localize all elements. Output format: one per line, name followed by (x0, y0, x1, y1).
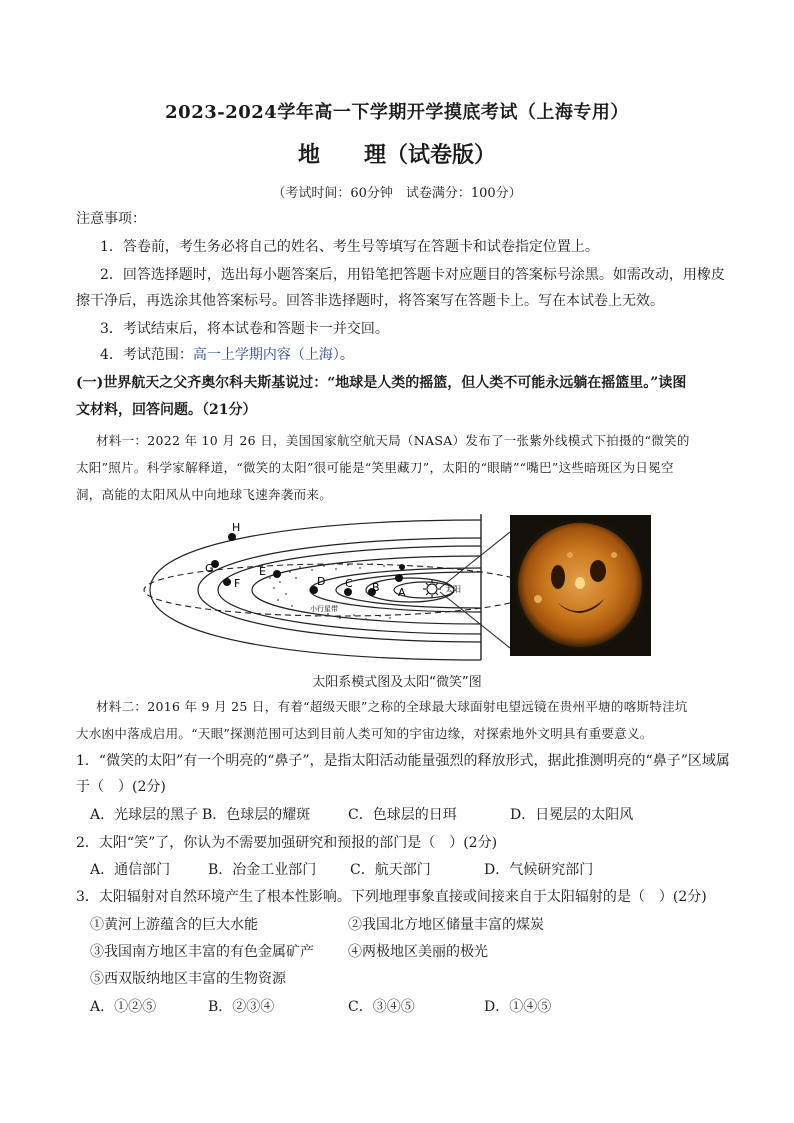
planet-f (223, 578, 231, 586)
q3-option-d: D．①④⑤ (484, 999, 552, 1015)
material-1-line-3: 洞，高能的太阳风从中向地球飞速奔袭而来。 (76, 487, 333, 502)
material-2 (76, 693, 724, 747)
section1-heading-b: 文材料，回答问题。（21分） (76, 402, 257, 418)
note-item-4-suffix: 。 (339, 347, 354, 363)
label-b: B (372, 581, 380, 594)
leader-line-top (440, 532, 510, 588)
q3-stem: 3．太阳辐射对自然环境产生了根本性影响。下列地理事象直接或间接来自于太阳辐射的是（ ）(2分) (76, 889, 707, 905)
q3-items-row-1 (90, 914, 544, 936)
figure-caption: 太阳系模式图及太阳“微笑”图 (312, 675, 482, 690)
subject-title-right: 理（试卷版） (364, 142, 497, 168)
label-g: G (205, 562, 214, 575)
q1-option-a: A．光球层的黑子 (90, 807, 199, 823)
material-2-line-1: 材料二：2016 年 9 月 25 日，有着“超级天眼”之称的全球最大球面射电望远镜在贵州平塘的喀斯特洼坑 (96, 699, 688, 714)
planet-e (273, 570, 281, 578)
q3-items-row-2 (90, 941, 488, 963)
q3-option-c: C．③④⑤ (348, 999, 415, 1015)
q3-item-1: ①黄河上游蕴含的巨大水能 (90, 917, 258, 933)
q2-option-c: C．航天部门 (350, 862, 431, 878)
q3-item-2: ②我国北方地区储量丰富的煤炭 (348, 917, 544, 933)
subject-title (0, 138, 794, 169)
q1-options (90, 804, 633, 826)
exam-scope: 高一上学期内容（上海） (192, 347, 340, 363)
material-1-line-1: 材料一：2022 年 10 月 26 日，美国国家航空航天局（NASA）发布了一张紫外线模式下拍摄的“微笑的 (96, 433, 690, 448)
note-item-4 (100, 344, 760, 366)
q3-options (90, 996, 551, 1018)
label-d: D (317, 575, 326, 588)
asteroid-belt-label: 小行星带 (310, 605, 338, 613)
planet-small (399, 564, 405, 570)
notes-heading: 注意事项： (76, 211, 146, 227)
label-c: C (345, 577, 353, 590)
note-item-4-prefix: 4．考试范围： (100, 347, 193, 363)
label-h: H (232, 521, 241, 534)
subject-title-left: 地 (297, 142, 320, 168)
material-2-line-2: 大水凼中落成启用。“天眼”探测范围可达到目前人类可知的宇宙边缘，对探索地外文明具有重要意义。 (76, 726, 653, 741)
q3-items-row-3 (90, 968, 286, 990)
exam-title: 2023-2024学年高一下学期开学摸底考试（上海专用） (165, 102, 629, 123)
leader-line-bottom (440, 592, 510, 648)
q1-option-b: B．色球层的耀斑 (202, 807, 311, 823)
q3-item-5: ⑤西双版纳地区丰富的生物资源 (90, 971, 286, 987)
q3-option-b: B．②③④ (208, 999, 275, 1015)
q3-item-3: ③我国南方地区丰富的有色金属矿产 (90, 944, 314, 960)
label-a: A (398, 586, 406, 599)
note-item-2a: 2．回答选择题时，选出每小题答案后，用铅笔把答题卡对应题目的答案标号涂黑。如需改动，用橡皮 (100, 267, 725, 283)
smiling-sun-image (510, 515, 651, 656)
q3-option-a: A．①②⑤ (90, 999, 157, 1015)
q2-option-d: D．气候研究部门 (484, 862, 594, 878)
q1-option-c: C．色球层的日珥 (348, 807, 457, 823)
note-item-2b: 擦干净后，再选涂其他答案标号。回答非选择题时，将答案写在答题卡上。写在本试卷上无效。 (76, 293, 664, 309)
exam-meta: （考试时间：60分钟 试卷满分：100分） (272, 186, 522, 201)
q1-stem-a: 1．“微笑的太阳”有一个明亮的“鼻子”，是指太阳活动能量强烈的释放形式，据此推测明亮的“鼻子”区域属 (76, 753, 730, 769)
sun-label: 太阳 (445, 585, 461, 594)
q1-stem-b: 于（ ）(2分) (76, 779, 166, 795)
q2-option-a: A．通信部门 (90, 862, 171, 878)
smiling-sun-photo (510, 515, 651, 656)
q3-item-4: ④两极地区美丽的极光 (348, 944, 488, 960)
label-f: F (234, 577, 241, 590)
material-1 (76, 427, 724, 508)
q2-stem: 2．太阳“笑”了，你认为不需要加强研究和预报的部门是（ ）(2分) (76, 835, 498, 851)
q2-options (90, 859, 593, 881)
material-1-line-2: 太阳”照片。科学家解释道，“微笑的太阳”很可能是“笑里藏刀”，太阳的“眼睛”“嘴巴”这些暗斑区为日冕空 (76, 460, 674, 475)
orbit-g (198, 538, 481, 642)
q2-option-b: B．冶金工业部门 (208, 862, 317, 878)
note-item-1: 1．答卷前，考生务必将自己的姓名、考生号等填写在答题卡和试卷指定位置上。 (100, 239, 599, 255)
q1-option-d: D．日冕层的太阳风 (510, 807, 634, 823)
label-e: E (259, 565, 266, 578)
section1-heading-a: (一)世界航天之父齐奥尔科夫斯基说过：“地球是人类的摇篮，但人类不可能永远躺在摇篮里。”读图 (76, 375, 687, 391)
solar-system-diagram (140, 512, 510, 662)
planet-h (228, 533, 236, 541)
planet-a (395, 574, 403, 582)
note-item-3: 3．考试结束后，将本试卷和答题卡一并交回。 (100, 321, 389, 337)
